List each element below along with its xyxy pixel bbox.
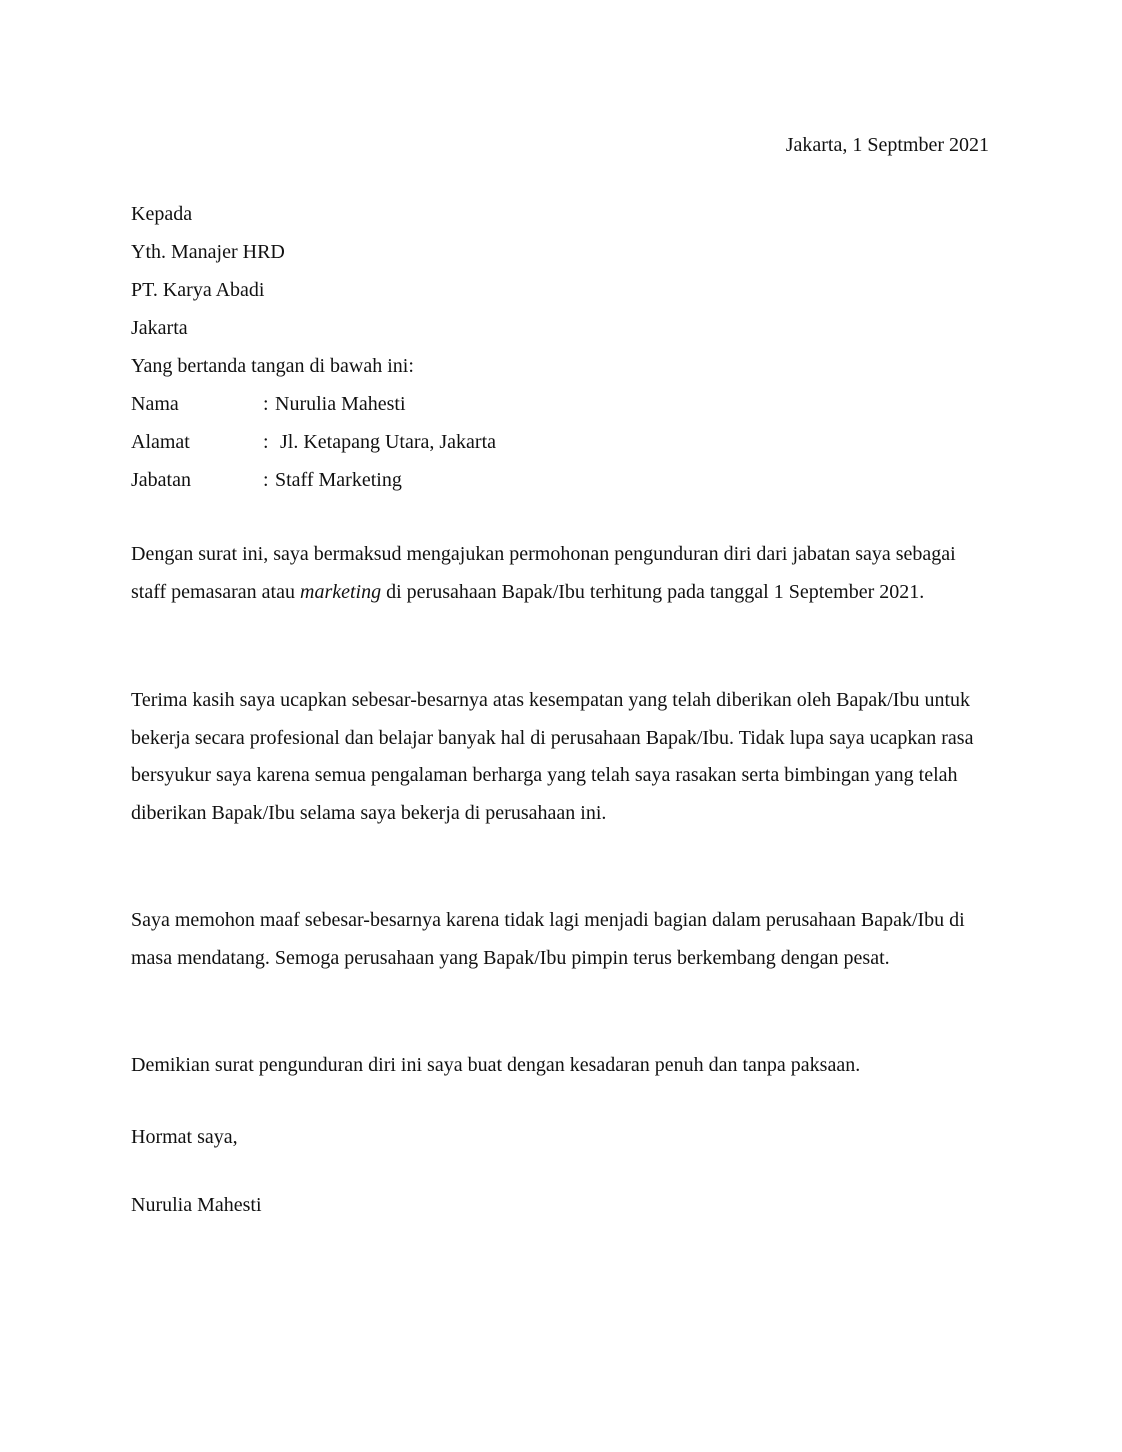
field-label: Alamat xyxy=(131,431,190,453)
field-separator: : xyxy=(263,431,269,453)
field-value: Staff Marketing xyxy=(275,469,402,491)
paragraph-resignation xyxy=(131,536,991,611)
recipient-title: Yth. Manajer HRD xyxy=(131,241,285,263)
recipient-block xyxy=(131,202,991,392)
identity-fields xyxy=(131,392,991,506)
field-row-alamat xyxy=(131,430,991,468)
field-label: Nama xyxy=(131,393,179,415)
field-row-jabatan xyxy=(131,468,991,506)
recipient-company: PT. Karya Abadi xyxy=(131,279,265,301)
paragraph-italic-term: marketing xyxy=(300,580,382,603)
field-row-nama xyxy=(131,392,991,430)
intro-line: Yang bertanda tangan di bawah ini: xyxy=(131,355,414,377)
paragraph-apology: Saya memohon maaf sebesar-besarnya karena tidak lagi menjadi bagian dalam perusahaan Bapak/Ibu di masa mendatang. Semoga perusahaan yang Bapak/Ibu pimpin terus berkembang dengan pesat. xyxy=(131,909,965,969)
field-label: Jabatan xyxy=(131,469,191,491)
paragraph-text: Dengan surat ini, saya bermaksud mengajukan permohonan pengunduran diri dari jabatan saya sebagai staff pemasaran atau xyxy=(131,543,956,603)
recipient-to: Kepada xyxy=(131,203,193,225)
paragraph-thanks: Terima kasih saya ucapkan sebesar-besarnya atas kesempatan yang telah diberikan oleh Bapak/Ibu untuk bekerja secara profesional dan belajar banyak hal di perusahaan Bapak/Ibu. Tidak lupa saya ucapkan rasa bersyukur saya karena semua pengalaman berharga yang telah saya rasakan serta bimbingan yang telah diberikan Bapak/Ibu selama saya bekerja di perusahaan ini. xyxy=(131,689,974,825)
recipient-city: Jakarta xyxy=(131,317,188,339)
field-separator: : xyxy=(263,393,269,415)
field-separator: : xyxy=(263,469,269,491)
field-value: Jl. Ketapang Utara, Jakarta xyxy=(275,431,497,453)
paragraph-text: di perusahaan Bapak/Ibu terhitung pada tanggal 1 September 2021. xyxy=(381,580,925,603)
paragraph-closing-statement: Demikian surat pengunduran diri ini saya buat dengan kesadaran penuh dan tanpa paksaan. xyxy=(131,1054,861,1076)
closing-salutation: Hormat saya, xyxy=(131,1126,238,1148)
place-date: Jakarta, 1 Septmber 2021 xyxy=(785,134,989,156)
field-value: Nurulia Mahesti xyxy=(275,393,406,415)
signature-name: Nurulia Mahesti xyxy=(131,1194,262,1216)
